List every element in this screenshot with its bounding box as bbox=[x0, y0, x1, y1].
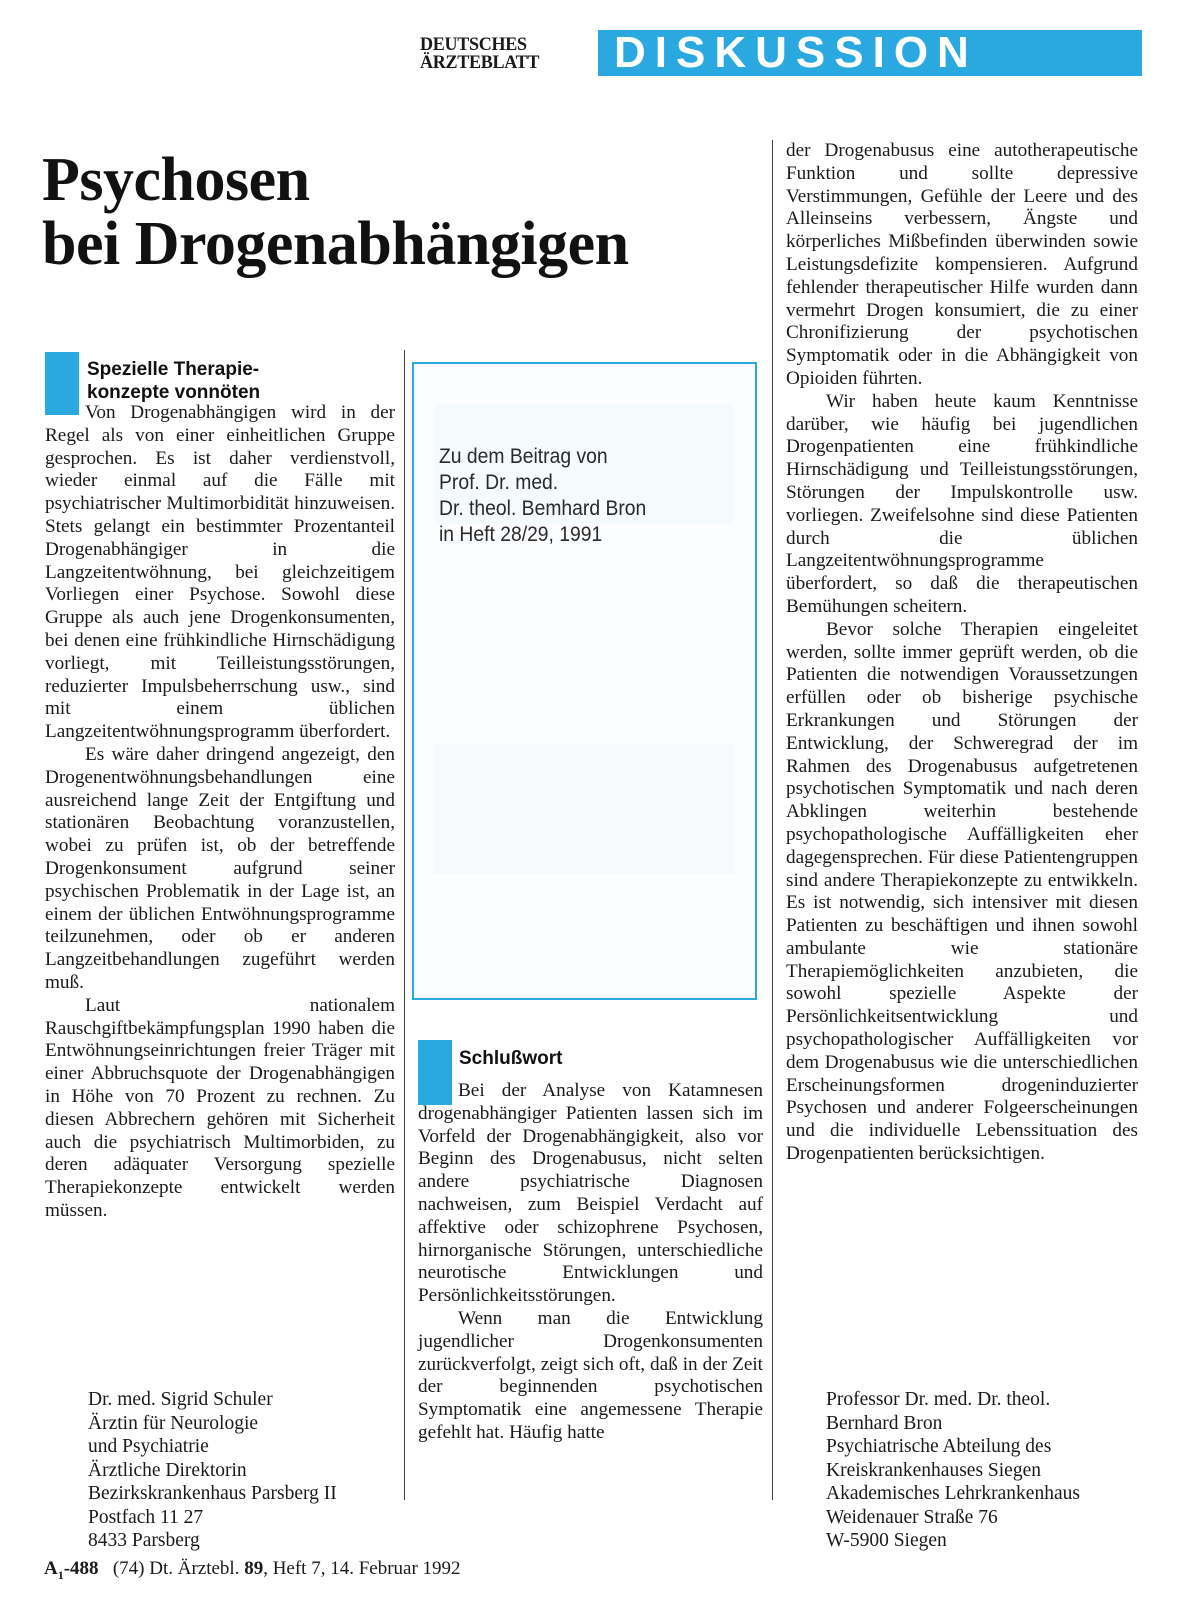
subhead-closing-word: Schlußwort bbox=[459, 1048, 563, 1069]
subhead1-line2: konzepte vonnöten bbox=[87, 382, 261, 403]
col3-paragraph: Wir haben heute kaum Kenntnisse darüber, wie häufig bei jugendlichen Drogenpatienten eine frühkindliche Hirnschädigung und Teilleistungsstörungen, Störungen der Impulskontrolle usw. vorliegen. Zweifelsohne sind diese Patienten durch die üblichen Langzeitentwöhnungsprogramme überfordert, so daß die therapeutischen Bemühungen scheitern. bbox=[786, 390, 1138, 617]
volume: 89 bbox=[244, 1558, 264, 1579]
reference-line: Zu dem Beitrag von bbox=[439, 445, 608, 468]
author-address-bron bbox=[826, 1388, 1156, 1553]
address-line: Bernhard Bron bbox=[826, 1412, 943, 1434]
col1-paragraph: Es wäre daher dringend angezeigt, den Drogenentwöhnungsbehandlungen eine ausreichend lange Zeit der Entgiftung und stationären Beobachtung voranzustellen, wobei zu prüfen ist, ob der betreffende Drogenkonsument aufgrund seiner psychischen Problematik in der Lage ist, an einem der üblichen Entwöhnungsprogramme teilzunehmen, oder ob er anderen Langzeitbehandlungen zugeführt werden muß. bbox=[45, 743, 395, 993]
address-line: Ärztin für Neurologie bbox=[88, 1412, 259, 1434]
address-line: Bezirkskrankenhaus Parsberg II bbox=[88, 1483, 337, 1504]
address-line: Dr. med. Sigrid Schuler bbox=[88, 1389, 273, 1410]
page-number-value: -488 bbox=[63, 1558, 99, 1579]
address-line: Postfach 11 27 bbox=[88, 1506, 204, 1528]
col3-paragraph: Bevor solche Therapien eingeleitet werden, sollte immer geprüft werden, ob die Patienten die notwendigen Voraussetzungen erfüllen oder ob bisherige psychische Erkrankungen und Störungen der Entwicklung, der Schweregrad der im Rahmen des Drogenabusus aufgetretenen psychotischen Symptomatik und nach deren Abklingen weiterhin bestehende psychopathologische Auffälligkeiten eher dagegensprechen. Für diese Patientengruppen sind andere Therapiekonzepte zu entwikkeln. Es ist notwendig, sich intensiver mit diesen Patienten zu beschäftigen und ihnen sowohl ambulante wie stationäre Therapiemöglichkeiten anzubieten, die sowohl spezielle Aspekte der Persönlichkeitsentwicklung und psychopathologischer Auffälligkeiten vor dem Drogenabusus wie die unterschiedlichen Erscheinungsformen drogeninduzierter Psychosen und anderer Folgeerscheinungen und die individuelle Lebenssituation des Drogenpatienten berücksichtigen. bbox=[786, 618, 1138, 1165]
article-title bbox=[42, 148, 782, 276]
title-line2: bei Drogenabhängigen bbox=[42, 210, 629, 278]
box-faded-background bbox=[434, 744, 734, 874]
address-line: 8433 Parsberg bbox=[88, 1530, 200, 1551]
column-3 bbox=[786, 140, 1138, 1166]
page-number bbox=[44, 1558, 99, 1582]
col2-paragraph: Bei der Analyse von Katamnesen drogenabhängiger Patienten lassen sich im Vorfeld der Drogenabhängigkeit, also vor Beginn des Drogenabusus, nicht selten andere psychiatrische Diagnosen nachweisen, zum Beispiel Verdacht auf affektive oder schizophrene Psychosen, hirnorganische Störungen, unterschiedliche neurotische Entwicklungen und Persönlichkeitsstörungen. bbox=[418, 1080, 763, 1307]
address-line: Professor Dr. med. Dr. theol. bbox=[826, 1389, 1051, 1410]
col1-paragraph: Von Drogenabhängigen wird in der Regel als von einer einheitlichen Gruppe gesprochen. Es ist daher verdienstvoll, wieder einmal auf die Fälle mit psychiatrischer Multimorbidität hinzuweisen. Stets gelangt ein bestimmter Prozentanteil Drogenabhängiger in die Langzeitentwöhnung, bei gleichzeitigem Vorliegen einer Psychose. Sowohl diese Gruppe als auch jene Drogenkonsumenten, bei denen eine frühkindliche Hirnschädigung vorliegt, mit Teilleistungsstörungen, reduzierter Impulsbeherrschung usw., sind mit einem üblichen Langzeitentwöhnungsprogramm überfordert. bbox=[45, 402, 395, 743]
page-sub: 1 bbox=[57, 1567, 64, 1582]
subhead1-line1: Spezielle Therapie- bbox=[87, 359, 260, 380]
author-address-schuler bbox=[88, 1388, 408, 1553]
page-footer bbox=[44, 1557, 461, 1587]
column-rule-right bbox=[772, 140, 773, 1500]
masthead-line1: DEUTSCHES bbox=[420, 34, 527, 55]
address-line: Weidenauer Straße 76 bbox=[826, 1506, 998, 1528]
address-line: Kreiskrankenhauses Siegen bbox=[826, 1459, 1041, 1481]
citation-post: , Heft 7, 14. Februar 1992 bbox=[263, 1558, 461, 1579]
journal-masthead bbox=[420, 36, 590, 72]
reference-line: Prof. Dr. med. bbox=[439, 471, 559, 494]
reference-text bbox=[439, 444, 724, 548]
masthead-line2: ÄRZTEBLATT bbox=[420, 52, 540, 73]
address-line: und Psychiatrie bbox=[88, 1436, 209, 1457]
address-line: Ärztliche Direktorin bbox=[88, 1459, 247, 1481]
col1-paragraph: Laut nationalem Rauschgiftbekämpfungsplan 1990 haben die Entwöhnungseinrichtungen freier Träger mit einer Abbruchsquote der Drogenabhängigen in Höhe von 70 Prozent zu rechnen. Zu diesen Abbrechern gehören mit Sicherheit auch die psychiatrisch Multimorbiden, zu deren adäquater Versorgung spezielle Therapiekonzepte entwickelt werden müssen. bbox=[45, 994, 395, 1221]
column-1 bbox=[45, 402, 395, 1223]
reference-line: Dr. theol. Bemhard Bron bbox=[439, 497, 647, 520]
column-rule-left bbox=[404, 350, 405, 1500]
address-line: W-5900 Siegen bbox=[826, 1530, 947, 1551]
section-label: DISKUSSION bbox=[614, 28, 978, 77]
reference-line: in Heft 28/29, 1991 bbox=[439, 523, 603, 546]
page-prefix: A bbox=[44, 1558, 58, 1579]
address-line: Akademisches Lehrkrankenhaus bbox=[826, 1483, 1080, 1504]
address-line: Psychiatrische Abteilung des bbox=[826, 1436, 1052, 1457]
section-band bbox=[598, 30, 1142, 76]
reference-box bbox=[412, 362, 757, 1000]
col3-paragraph: der Drogenabusus eine autotherapeutische Funktion und sollte depressive Verstimmungen, Gefühle der Leere und des Alleinseins verbessern, Ängste und körperliches Mißbefinden überwinden sowie Leistungsdefizite kompensieren. Aufgrund fehlender therapeutischer Hilfe wurden dann vermehrt Drogen konsumiert, die zu einer Chronifizierung der psychotischen Symptomatik oder in die Abhängigkeit von Opioiden führten. bbox=[786, 140, 1138, 389]
citation-pre: (74) Dt. Ärztebl. bbox=[112, 1558, 245, 1579]
title-line1: Psychosen bbox=[42, 146, 310, 214]
column-2 bbox=[418, 1080, 763, 1445]
col2-paragraph: Wenn man die Entwicklung jugendlicher Drogenkonsumenten zurückverfolgt, zeigt sich oft, daß in der Zeit der beginnenden psychotischen Symptomatik eine angemessene Therapie gefehlt hat. Häufig hatte bbox=[418, 1307, 763, 1443]
subhead-therapy-concepts bbox=[87, 358, 387, 404]
